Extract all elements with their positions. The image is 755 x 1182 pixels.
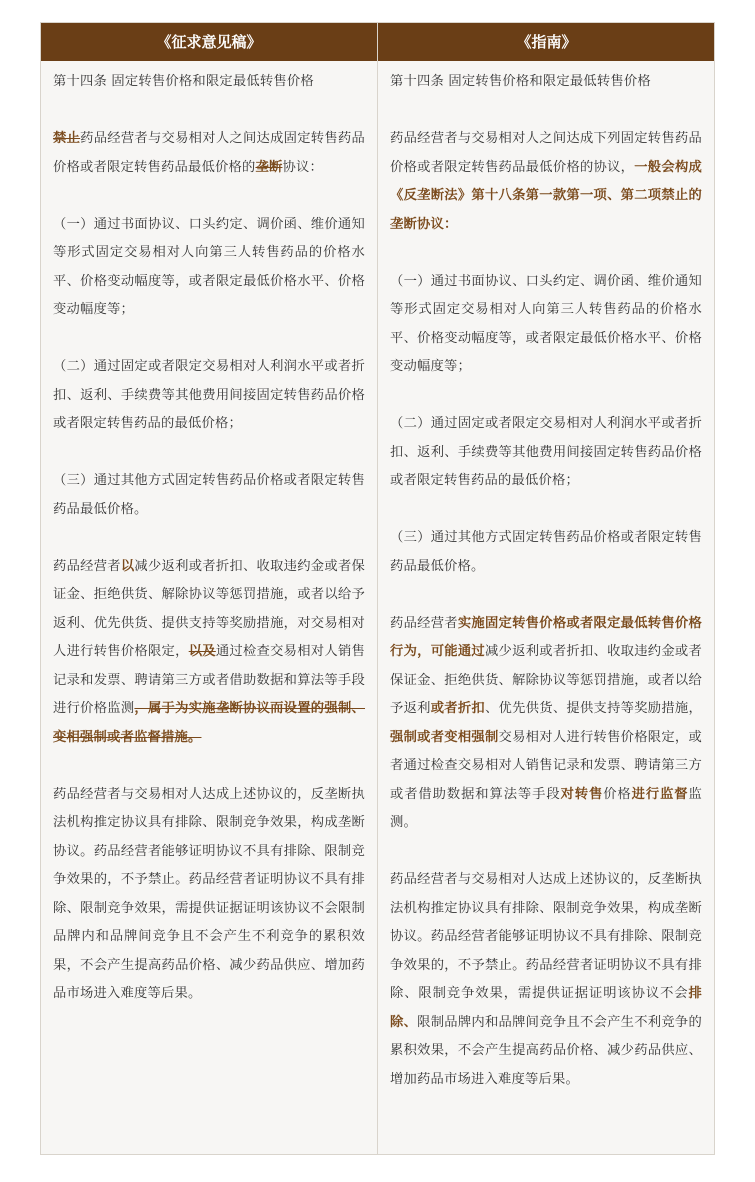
guide-paragraph-presumption [390, 866, 702, 1094]
comparison-table [40, 22, 715, 1155]
draft-paragraph-intro [53, 125, 365, 182]
text-run: 药品经营者 [390, 615, 458, 631]
text-run: 药品经营者与交易相对人达成上述协议的，反垄断执法机构推定协议具有排除、限制竞争效果，构成垄断协议。药品经营者能够证明协议不具有排除、限制竞争效果的，不予禁止。药品经营者证明协议不具有排除、限制竞争效果，需提供证据证明该协议不会 [390, 872, 702, 1001]
text-run: 减少返利或者折扣、收取违约金或者保证金、拒绝供货、解除协议等惩罚措施，或者以给予返利、优先供货、提供支持等奖励措施，对交易相对人进行转售价格限定， [53, 558, 366, 659]
highlighted-text: 排除、 [390, 986, 702, 1030]
highlighted-text: 进行监督 [631, 786, 689, 802]
text-run: 药品经营者与交易相对人之间达成固定转售药品价格或者限定转售药品最低价格的 [53, 131, 365, 175]
guide-article-heading: 第十四条 固定转售价格和限定最低转售价格 [390, 74, 651, 89]
text-run: 、优先供货、提供支持等奖励措施， [484, 701, 702, 716]
text-run: 通过检查交易相对人销售记录和发票、聘请第三方或者借助数据和算法等手段进行价格监测 [53, 644, 366, 716]
guide-item-1: （一）通过书面协议、口头约定、调价函、维价通知等形式固定交易相对人向第三人转售药品的价格水平、价格变动幅度等，或者限定最低价格水平、价格变动幅度等； [390, 273, 702, 374]
text-run: 交易相对人进行转售价格限定，或者通过检查交易相对人销售记录和发票、聘请第三方或者借助数据和算法等手段 [390, 729, 702, 802]
draft-item-1: （一）通过书面协议、口头约定、调价函、维价通知等形式固定交易相对人向第三人转售药品的价格水平、价格变动幅度等，或者限定最低价格水平、价格变动幅度等； [53, 216, 365, 317]
draft-article-heading: 第十四条 固定转售价格和限定最低转售价格 [53, 74, 314, 89]
text-run: 限制品牌内和品牌间竞争且不会产生不利竞争的累积效果，不会产生提高药品价格、减少药品供应、增加药品市场进入难度等后果。 [390, 1014, 702, 1087]
draft-column [53, 68, 365, 1037]
highlighted-text: 一般会构成《反垄断法》第十八条第一款第一项、第二项禁止的垄断协议： [390, 159, 703, 232]
draft-item-2: （二）通过固定或者限定交易相对人利润水平或者折扣、返利、手续费等其他费用间接固定转售药品价格或者限定转售药品的最低价格； [53, 359, 365, 431]
header-draft-title: 《征求意见稿》 [156, 33, 262, 51]
draft-paragraph-measures [53, 553, 365, 753]
deleted-text: 以及 [188, 644, 216, 659]
text-run: 药品经营者与交易相对人之间达成下列固定转售药品价格或者限定转售药品最低价格的协议， [390, 131, 702, 175]
guide-paragraph-measures [390, 610, 702, 838]
header-guide-title: 《指南》 [516, 33, 577, 51]
text-run: 价格 [603, 786, 632, 802]
text-run: 减少返利或者折扣、收取违约金或者保证金、拒绝供货、解除协议等惩罚措施，或者以给予返利 [390, 644, 702, 716]
deleted-text: 禁止 [53, 131, 81, 146]
highlighted-text: 对转售 [560, 786, 604, 802]
highlighted-text: 或者折扣 [430, 701, 485, 716]
guide-item-2: （二）通过固定或者限定交易相对人利润水平或者折扣、返利、手续费等其他费用间接固定转售药品价格或者限定转售药品的最低价格； [390, 416, 702, 488]
deleted-text: ，属于为实施垄断协议而设置的强制、变相强制或者监督措施。 [53, 701, 366, 745]
text-run: 协议： [282, 159, 323, 175]
draft-paragraph-presumption: 药品经营者与交易相对人达成上述协议的，反垄断执法机构推定协议具有排除、限制竞争效果，构成垄断协议。药品经营者能够证明协议不具有排除、限制竞争效果的，不予禁止。药品经营者证明协议不具有排除、限制竞争效果，需提供证据证明该协议不会限制品牌内和品牌间竞争且不会产生不利竞争的累积效果，不会产生提高药品价格、减少药品供应、增加药品市场进入难度等后果。 [53, 786, 365, 1001]
column-divider [377, 23, 378, 1154]
deleted-text: 垄断 [255, 159, 283, 175]
guide-column [390, 68, 702, 1123]
guide-item-3: （三）通过其他方式固定转售药品价格或者限定转售药品最低价格。 [390, 530, 702, 574]
draft-item-3: （三）通过其他方式固定转售药品价格或者限定转售药品最低价格。 [53, 473, 365, 517]
guide-paragraph-intro [390, 125, 702, 239]
highlighted-text: 强制或者变相强制 [390, 729, 499, 745]
highlighted-text: 以 [120, 558, 135, 574]
highlighted-text: 实施固定转售价格或者限定最低转售价格行为，可能通过 [390, 615, 702, 659]
text-run: 监测。 [390, 786, 702, 830]
text-run: 药品经营者 [53, 558, 121, 574]
